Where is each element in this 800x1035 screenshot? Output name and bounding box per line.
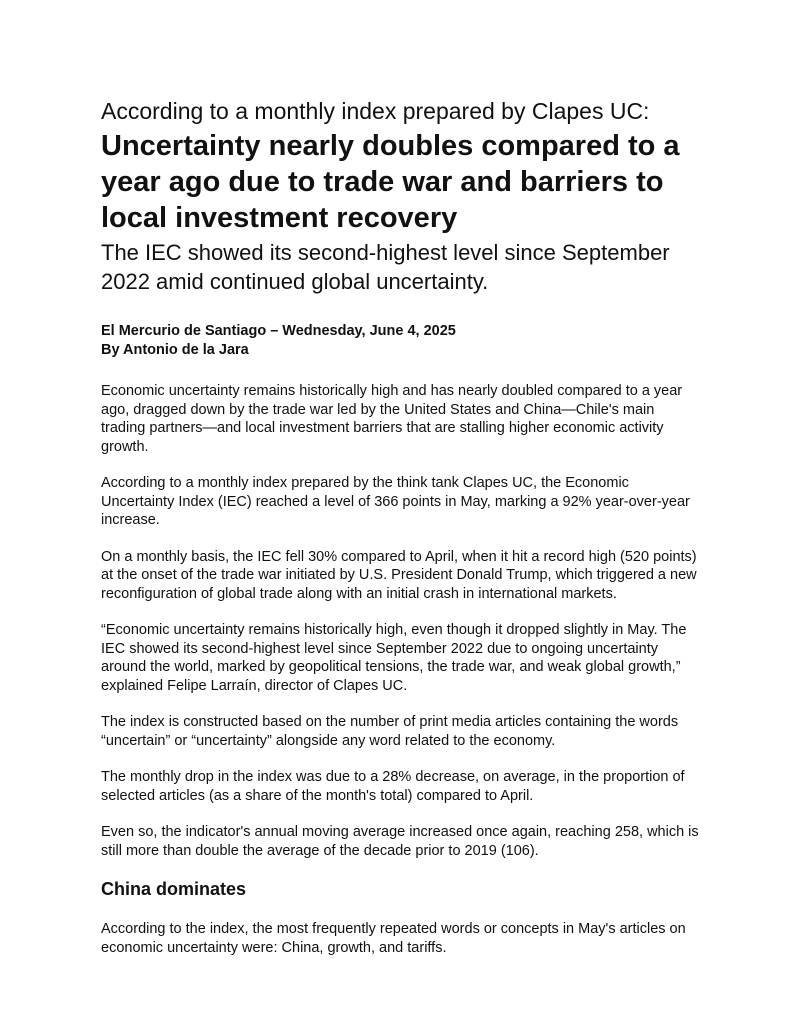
body-paragraph: On a monthly basis, the IEC fell 30% compared to April, when it hit a record high (520 points) at the onset of the trade war initiated by U.S. President Donald Trump, which triggered a new reconfiguration of global trade along with an initial crash in international markets. <box>101 548 697 602</box>
article-subheadline: The IEC showed its second-highest level since September 2022 amid continued global uncertainty. <box>101 240 670 294</box>
article-headline: Uncertainty nearly doubles compared to a year ago due to trade war and barriers to local investment recovery <box>101 130 680 234</box>
body-paragraph: Even so, the indicator's annual moving average increased once again, reaching 258, which is still more than double the average of the decade prior to 2019 (106). <box>101 824 699 859</box>
source-line: El Mercurio de Santiago – Wednesday, June 4, 2025 <box>101 323 456 339</box>
body-paragraph: Economic uncertainty remains historically high and has nearly doubled compared to a year ago, dragged down by the trade war led by the United States and China—Chile's main trading partners—and local investment barriers that are stalling higher economic activity growth. <box>101 383 683 455</box>
body-paragraph: “Economic uncertainty remains historically high, even though it dropped slightly in May. The IEC showed its second-highest level since September 2022 due to ongoing uncertainty around the world, marked by geopolitical tensions, the trade war, and weak global growth,” explained Felipe Larraín, director of Clapes UC. <box>101 622 687 694</box>
article-kicker: According to a monthly index prepared by Clapes UC: <box>101 98 650 124</box>
article-meta <box>101 322 701 360</box>
body-paragraph: The monthly drop in the index was due to a 28% decrease, on average, in the proportion of selected articles (as a share of the month's total) compared to April. <box>101 769 685 804</box>
article-body <box>101 382 701 957</box>
body-paragraph: According to a monthly index prepared by the think tank Clapes UC, the Economic Uncertainty Index (IEC) reached a level of 366 points in May, marking a 92% year-over-year increase. <box>101 475 690 528</box>
article <box>101 96 701 975</box>
section-paragraph: According to the index, the most frequently repeated words or concepts in May's articles on economic uncertainty were: China, growth, and tariffs. <box>101 921 686 956</box>
section-heading: China dominates <box>101 879 247 899</box>
body-paragraph: The index is constructed based on the number of print media articles containing the words “uncertain” or “uncertainty” alongside any word related to the economy. <box>101 714 679 749</box>
byline: By Antonio de la Jara <box>101 342 249 358</box>
